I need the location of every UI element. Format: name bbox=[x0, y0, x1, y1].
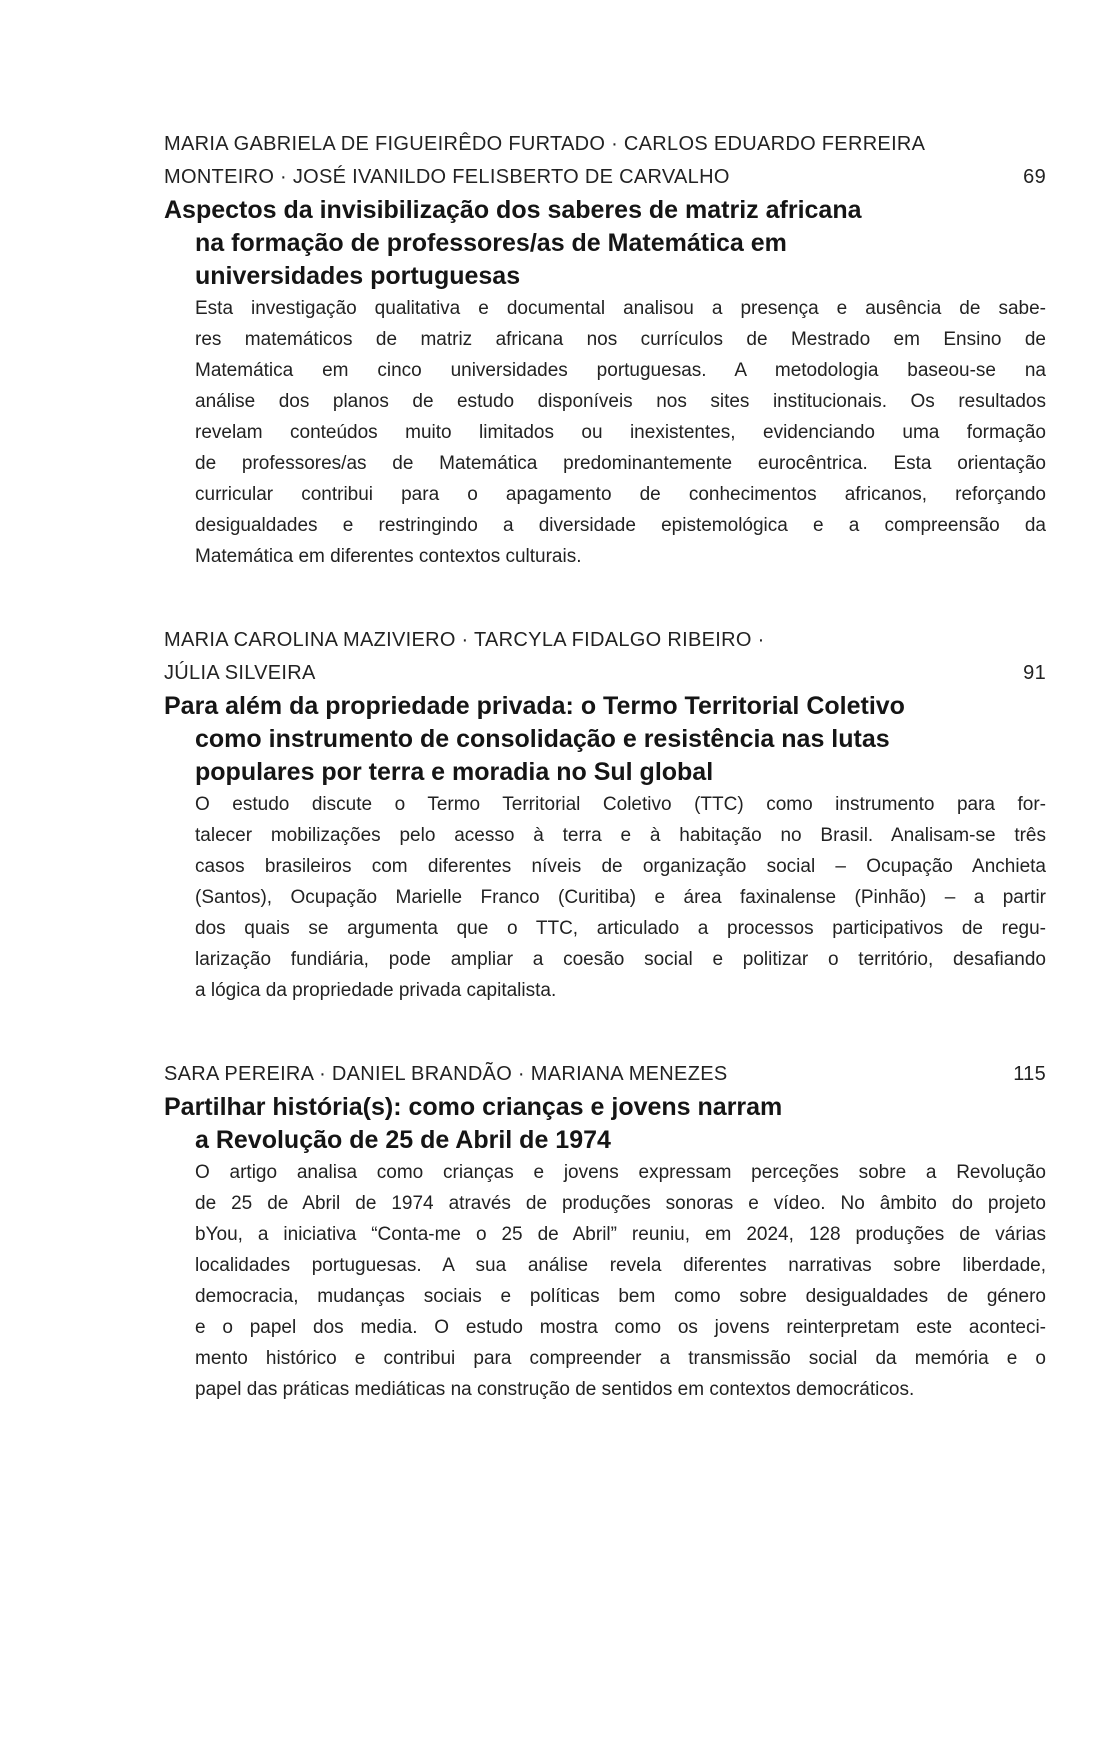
title-line: como instrumento de consolidação e resistência nas lutas bbox=[195, 725, 890, 753]
entry-abstract bbox=[164, 1157, 1046, 1405]
page-number: 115 bbox=[1013, 1063, 1046, 1085]
toc-entry bbox=[164, 624, 1046, 1006]
abstract-line: revelam conteúdos muito limitados ou inexistentes, evidenciando uma formação bbox=[195, 422, 1046, 443]
abstract-line: talecer mobilizações pelo acesso à terra e à habitação no Brasil. Analisam-se três bbox=[195, 825, 1046, 846]
abstract-line: a lógica da propriedade privada capitalista. bbox=[195, 980, 557, 1001]
entry-title bbox=[164, 194, 1046, 293]
abstract-line: de 25 de Abril de 1974 através de produções sonoras e vídeo. No âmbito do projeto bbox=[195, 1193, 1046, 1214]
abstract-line: casos brasileiros com diferentes níveis de organização social – Ocupação Anchieta bbox=[195, 856, 1046, 877]
title-line: Aspectos da invisibilização dos saberes de matriz africana bbox=[164, 196, 862, 224]
abstract-line: Esta investigação qualitativa e documental analisou a presença e ausência de sabe- bbox=[195, 298, 1046, 319]
title-line: populares por terra e moradia no Sul global bbox=[195, 758, 714, 786]
abstract-line: res matemáticos de matriz africana nos currículos de Mestrado em Ensino de bbox=[195, 329, 1046, 350]
author-line: SARA PEREIRA · DANIEL BRANDÃO · MARIANA MENEZES bbox=[164, 1063, 728, 1085]
title-line: universidades portuguesas bbox=[195, 262, 521, 290]
abstract-line: e o papel dos media. O estudo mostra como os jovens reinterpretam este aconteci- bbox=[195, 1317, 1046, 1338]
abstract-line: Matemática em diferentes contextos culturais. bbox=[195, 546, 582, 567]
author-line: MARIA CAROLINA MAZIVIERO · TARCYLA FIDALGO RIBEIRO · bbox=[164, 629, 765, 651]
author-line: MONTEIRO · JOSÉ IVANILDO FELISBERTO DE CARVALHO bbox=[164, 166, 730, 188]
abstract-line: dos quais se argumenta que o TTC, articulado a processos participativos de regu- bbox=[195, 918, 1046, 939]
page-number: 69 bbox=[1023, 166, 1046, 188]
abstract-line: desigualdades e restringindo a diversidade epistemológica e a compreensão da bbox=[195, 515, 1046, 536]
author-line: MARIA GABRIELA DE FIGUEIRÊDO FURTADO · CARLOS EDUARDO FERREIRA bbox=[164, 133, 926, 155]
author-line: JÚLIA SILVEIRA bbox=[164, 662, 316, 684]
toc-entry bbox=[164, 128, 1046, 572]
abstract-line: de professores/as de Matemática predominantemente eurocêntrica. Esta orientação bbox=[195, 453, 1046, 474]
abstract-line: curricular contribui para o apagamento de conhecimentos africanos, reforçando bbox=[195, 484, 1046, 505]
toc-entry bbox=[164, 1058, 1046, 1405]
entry-title bbox=[164, 1091, 1046, 1157]
table-of-contents bbox=[164, 128, 1046, 1457]
abstract-line: mento histórico e contribui para compreender a transmissão social da memória e o bbox=[195, 1348, 1046, 1369]
title-line: a Revolução de 25 de Abril de 1974 bbox=[195, 1126, 611, 1154]
abstract-line: Matemática em cinco universidades portuguesas. A metodologia baseou-se na bbox=[195, 360, 1046, 381]
abstract-line: democracia, mudanças sociais e políticas bem como sobre desigualdades de género bbox=[195, 1286, 1046, 1307]
page-number: 91 bbox=[1023, 662, 1046, 684]
abstract-line: análise dos planos de estudo disponíveis nos sites institucionais. Os resultados bbox=[195, 391, 1046, 412]
entry-authors bbox=[164, 624, 1046, 690]
entry-authors bbox=[164, 1058, 1046, 1091]
entry-authors bbox=[164, 128, 1046, 194]
abstract-line: bYou, a iniciativa “Conta-me o 25 de Abril” reuniu, em 2024, 128 produções de várias bbox=[195, 1224, 1046, 1245]
entry-abstract bbox=[164, 293, 1046, 572]
abstract-line: O estudo discute o Termo Territorial Coletivo (TTC) como instrumento para for- bbox=[195, 794, 1046, 815]
title-line: Para além da propriedade privada: o Termo Territorial Coletivo bbox=[164, 692, 905, 720]
entry-title bbox=[164, 690, 1046, 789]
abstract-line: papel das práticas mediáticas na construção de sentidos em contextos democráticos. bbox=[195, 1379, 915, 1400]
abstract-line: larização fundiária, pode ampliar a coesão social e politizar o território, desafiando bbox=[195, 949, 1046, 970]
abstract-line: (Santos), Ocupação Marielle Franco (Curitiba) e área faxinalense (Pinhão) – a partir bbox=[195, 887, 1046, 908]
title-line: na formação de professores/as de Matemática em bbox=[195, 229, 787, 257]
abstract-line: localidades portuguesas. A sua análise revela diferentes narrativas sobre liberdade, bbox=[195, 1255, 1046, 1276]
abstract-line: O artigo analisa como crianças e jovens expressam perceções sobre a Revolução bbox=[195, 1162, 1046, 1183]
title-line: Partilhar história(s): como crianças e jovens narram bbox=[164, 1093, 783, 1121]
entry-abstract bbox=[164, 789, 1046, 1006]
